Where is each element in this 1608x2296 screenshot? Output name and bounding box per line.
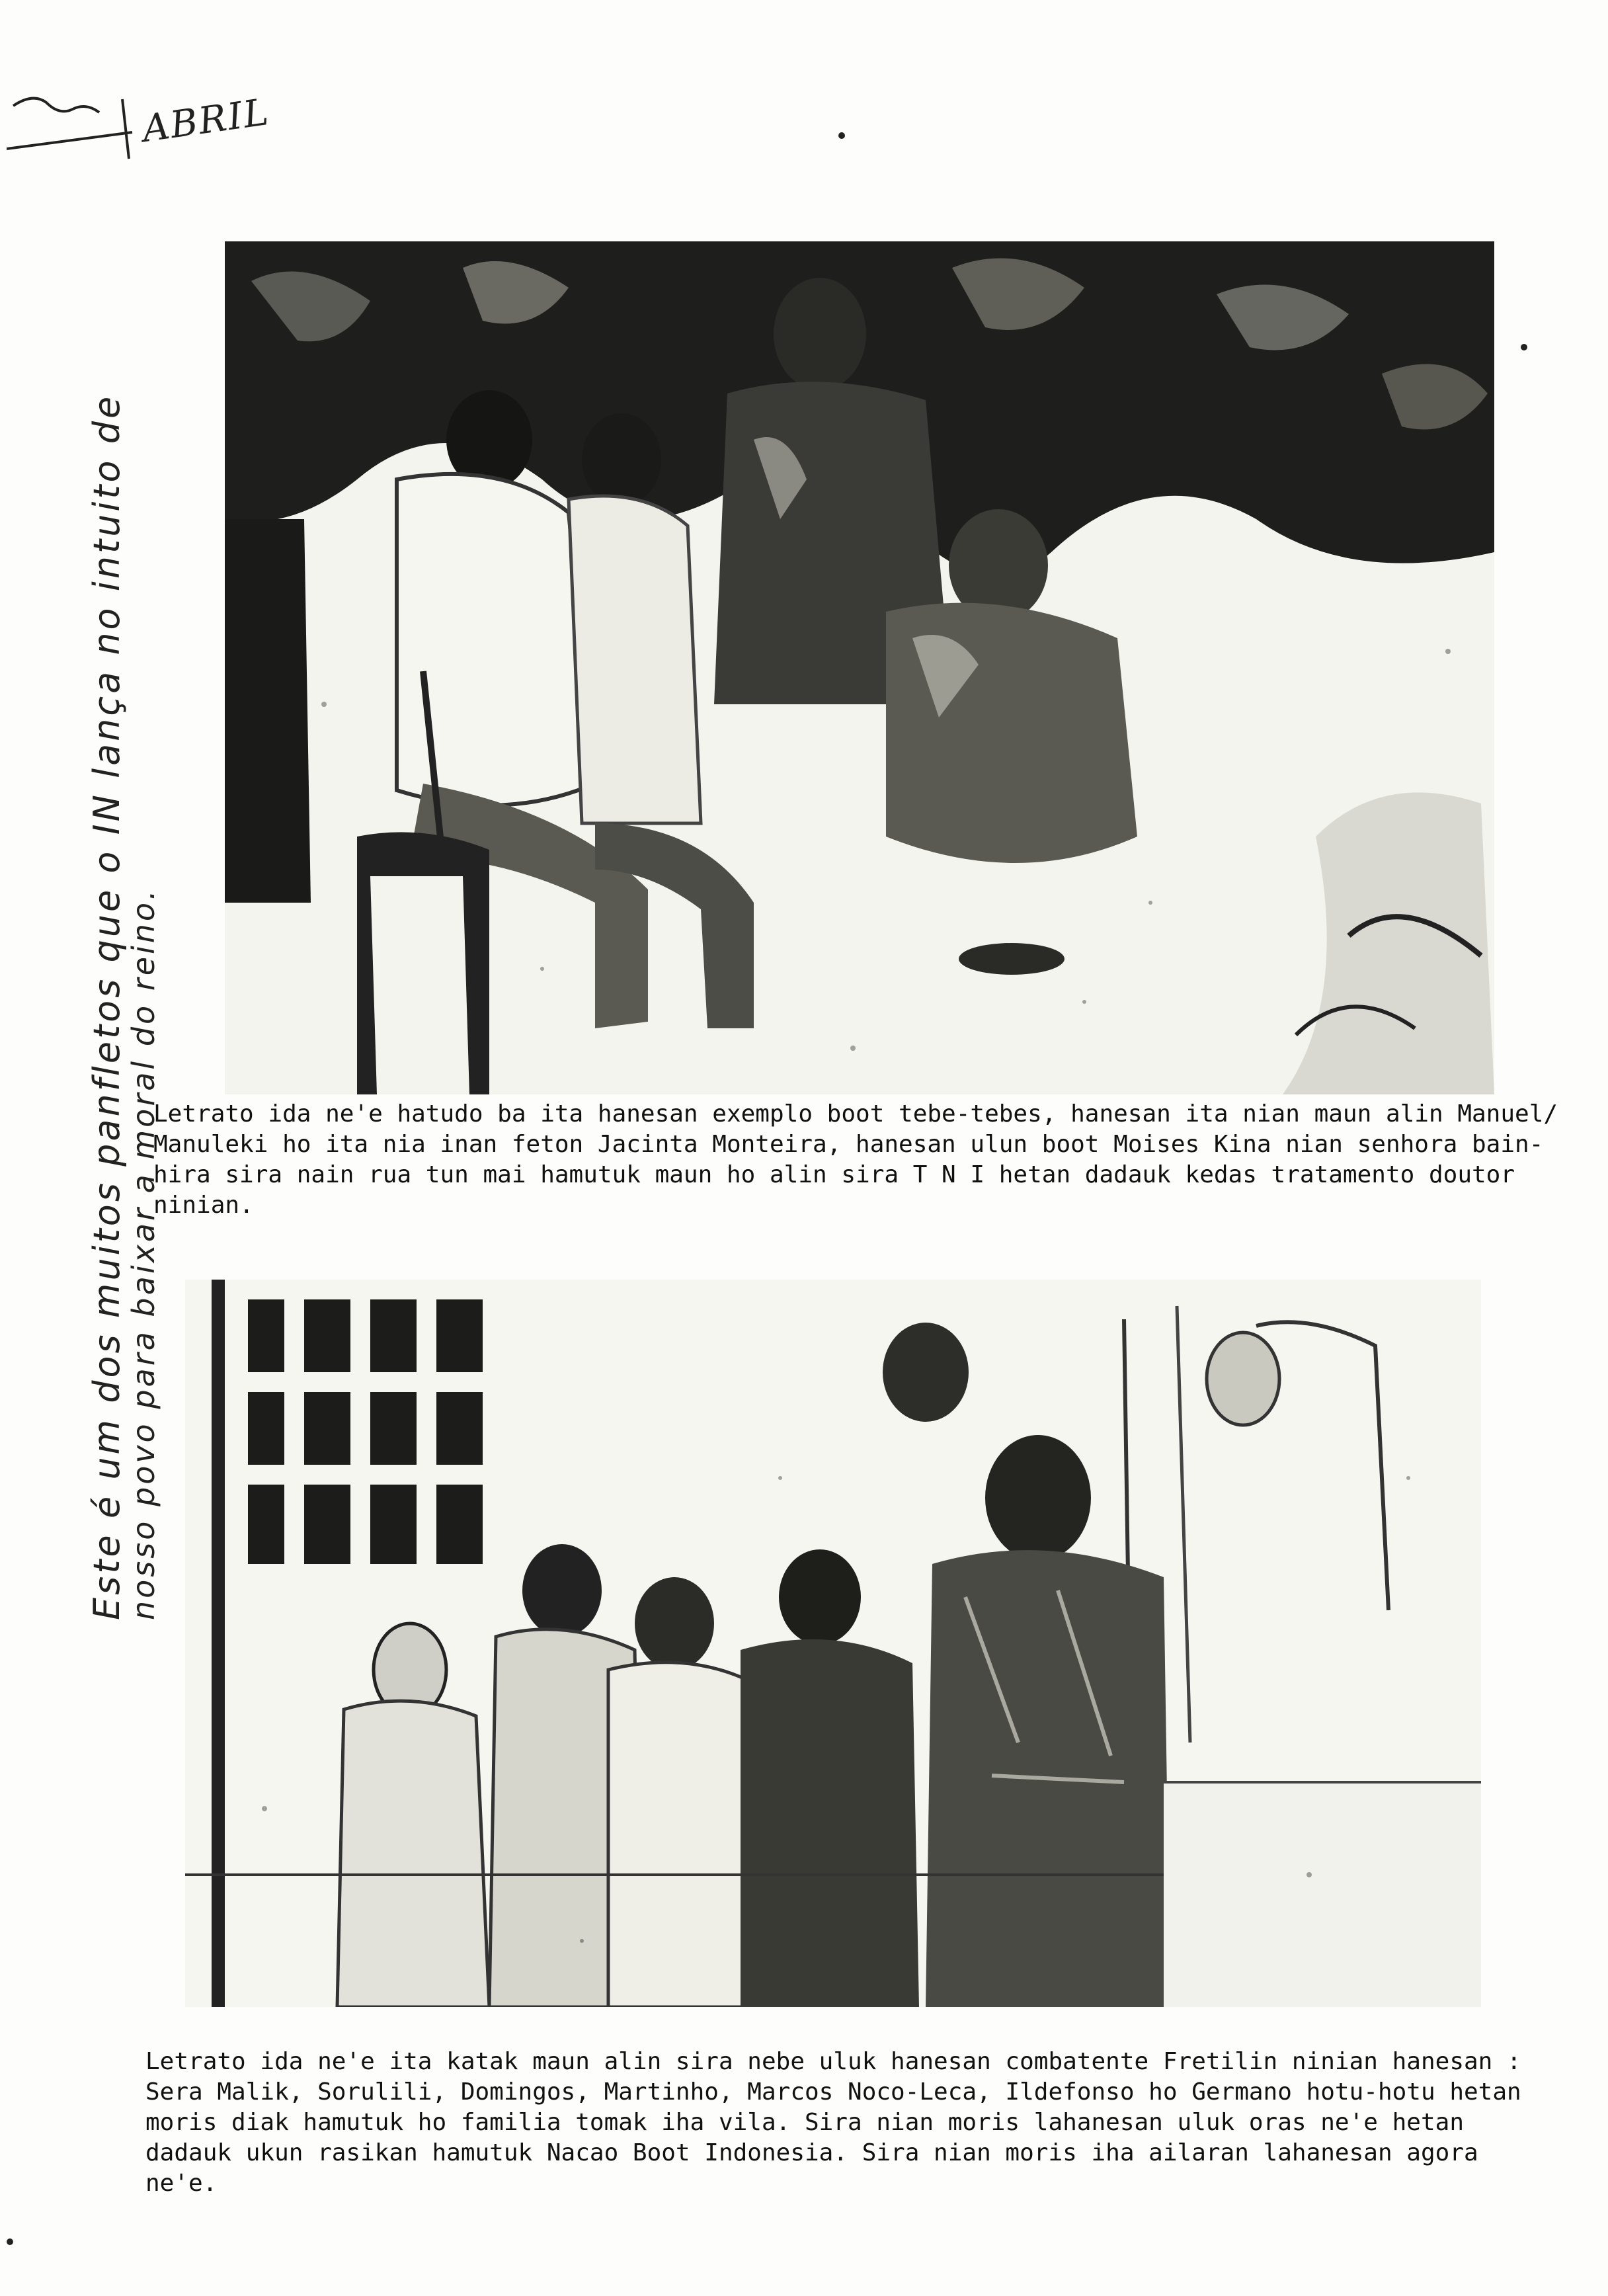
photo-group [185, 1280, 1481, 2007]
scan-speck [838, 132, 845, 139]
photo-treatment [225, 241, 1494, 1094]
caption-2-line-3: moris diak hamutuk ho familia tomak iha vila. Sira nian moris lahanesan uluk oras ne'e hetan [145, 2109, 1464, 2136]
caption-1-line-4: ninian. [153, 1192, 254, 1219]
caption-1-line-1: Letrato ida ne'e hatudo ba ita hanesan exemplo boot tebe-tebes, hanesan ita nian maun alin Manuel/ [153, 1100, 1558, 1128]
caption-2-line-2: Sera Malik, Sorulili, Domingos, Martinho, Marcos Noco-Leca, Ildefonso ho Germano hotu-hotu hetan [145, 2078, 1521, 2106]
caption-photo-2 [145, 2047, 1521, 2199]
handwritten-top-text: ABRIL [140, 90, 272, 151]
photo-group-image [185, 1280, 1481, 2007]
margin-note-line-2: nosso povo para baixar a moral do reino. [126, 887, 161, 1620]
caption-2-line-1: Letrato ida ne'e ita katak maun alin sira nebe uluk hanesan combatente Fretilin ninian hanesan : [145, 2048, 1521, 2075]
margin-note [79, 265, 165, 1620]
caption-1-line-3: hira sira nain rua tun mai hamutuk maun ho alin sira T N I hetan dadauk kedas tratamento doutor [153, 1161, 1515, 1188]
margin-note-line-1: Este é um dos muitos panfletos que o IN lança no intuito de [86, 393, 128, 1620]
caption-1-line-2: Manuleki ho ita nia inan feton Jacinta Monteira, hanesan ulun boot Moises Kina nian senhora bain- [153, 1131, 1544, 1158]
caption-2-line-5: ne'e. [145, 2170, 218, 2197]
photo-treatment-image [225, 241, 1494, 1094]
caption-photo-1 [153, 1099, 1558, 1221]
scan-speck [1521, 344, 1527, 350]
caption-2-line-4: dadauk ukun rasikan hamutuk Nacao Boot Indonesia. Sira nian moris iha ailaran lahanesan agora [145, 2139, 1478, 2166]
scan-speck [7, 2238, 13, 2245]
